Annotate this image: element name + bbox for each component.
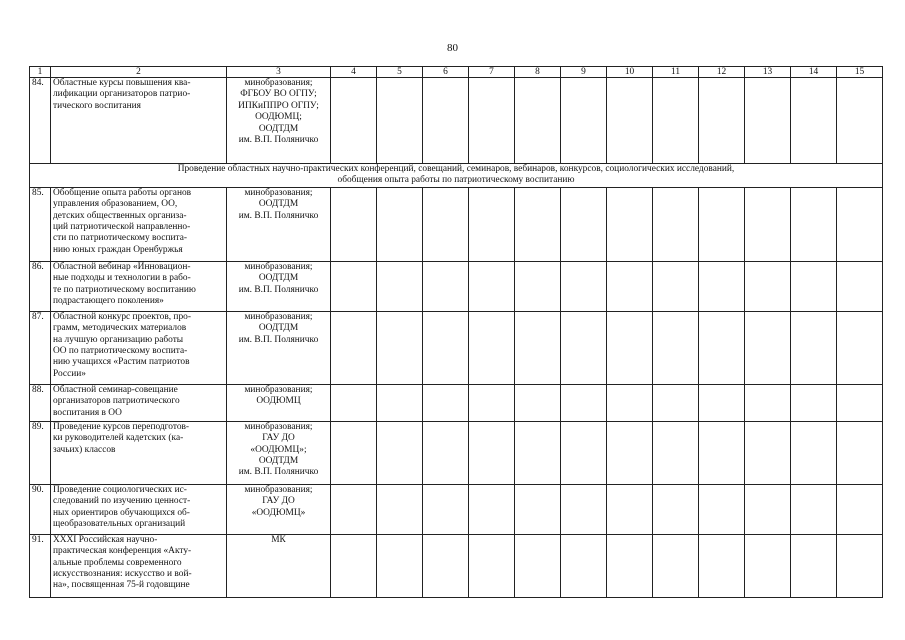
cell-text-line: Обобщение опыта работы органов [53, 187, 192, 198]
empty-cell [699, 534, 745, 597]
cell-text-line: Областной семинар-совещание [53, 384, 178, 395]
page-number: 80 [447, 42, 458, 54]
cell-text-line: минобразования; [244, 261, 313, 272]
event-name-cell [51, 534, 227, 597]
cell-text-line: лификации организаторов патрио- [53, 89, 191, 100]
empty-cell [745, 384, 791, 421]
executor-cell [227, 384, 331, 421]
empty-cell [469, 484, 515, 534]
table-row [30, 421, 883, 484]
empty-cell [791, 187, 837, 261]
empty-cell [377, 484, 423, 534]
empty-cell [607, 421, 653, 484]
empty-cell [791, 421, 837, 484]
cell-text-line: подрастающего поколения» [53, 296, 164, 307]
empty-cell [791, 484, 837, 534]
empty-cell [791, 78, 837, 164]
empty-cell [791, 384, 837, 421]
row-number: 85. [30, 187, 51, 261]
cell-text-line: зачьих) классов [53, 444, 116, 455]
event-name-cell [51, 261, 227, 311]
empty-cell [423, 484, 469, 534]
cell-text-line: щеобразовательных организаций [53, 519, 186, 530]
empty-cell [561, 384, 607, 421]
empty-cell [377, 261, 423, 311]
empty-cell [423, 384, 469, 421]
row-number: 87. [30, 311, 51, 384]
empty-cell [561, 421, 607, 484]
executor-cell [227, 534, 331, 597]
cell-text-line: минобразования; [244, 187, 313, 198]
empty-cell [699, 311, 745, 384]
empty-cell [607, 534, 653, 597]
column-header-7: 7 [469, 67, 515, 78]
empty-cell [331, 261, 377, 311]
empty-cell [791, 261, 837, 311]
cell-text-line: управления образованием, ОО, [53, 199, 178, 210]
empty-cell [515, 261, 561, 311]
row-number: 91. [30, 534, 51, 597]
empty-cell [837, 384, 883, 421]
cell-text-line: минобразования; [244, 384, 313, 395]
empty-cell [515, 484, 561, 534]
empty-cell [423, 311, 469, 384]
empty-cell [653, 311, 699, 384]
cell-text-line: воспитания в ОО [53, 407, 122, 418]
executor-cell [227, 421, 331, 484]
empty-cell [377, 78, 423, 164]
empty-cell [515, 534, 561, 597]
cell-text-line: организаторов патриотического [53, 396, 180, 407]
empty-cell [837, 311, 883, 384]
cell-text-line: нию учащихся «Растим патриотов [53, 357, 190, 368]
empty-cell [837, 484, 883, 534]
column-header-3: 3 [227, 67, 331, 78]
cell-text-line: минобразования; [244, 484, 313, 495]
cell-text-line: Проведение курсов переподготов- [53, 421, 190, 432]
empty-cell [837, 261, 883, 311]
empty-cell [607, 187, 653, 261]
empty-cell [515, 311, 561, 384]
table-row [30, 384, 883, 421]
empty-cell [837, 78, 883, 164]
cell-text-line: минобразования; [244, 421, 313, 432]
row-number: 86. [30, 261, 51, 311]
empty-cell [331, 78, 377, 164]
table-row [30, 261, 883, 311]
executor-cell [227, 261, 331, 311]
empty-cell [331, 534, 377, 597]
empty-cell [423, 78, 469, 164]
table-row [30, 534, 883, 597]
empty-cell [653, 261, 699, 311]
cell-text-line: ООДТДМ [258, 199, 299, 210]
empty-cell [699, 421, 745, 484]
executor-cell [227, 484, 331, 534]
header-row [30, 67, 883, 78]
event-name-cell [51, 187, 227, 261]
empty-cell [745, 534, 791, 597]
empty-cell [331, 484, 377, 534]
empty-cell [745, 261, 791, 311]
empty-cell [745, 78, 791, 164]
empty-cell [377, 311, 423, 384]
empty-cell [423, 187, 469, 261]
empty-cell [515, 78, 561, 164]
empty-cell [699, 261, 745, 311]
empty-cell [653, 187, 699, 261]
cell-text-line: Проведение социологических ис- [53, 484, 187, 495]
cell-text-line: ные подходы и технологии в рабо- [53, 273, 191, 284]
event-name-cell [51, 311, 227, 384]
empty-cell [745, 311, 791, 384]
section-heading [30, 164, 883, 188]
column-header-1: 1 [30, 67, 51, 78]
section-heading-line: обобщения опыта работы по патриотическому воспитанию [337, 175, 575, 186]
cell-text-line: ОО по патриотическому воспита- [53, 346, 188, 357]
cell-text-line: ки руководителей кадетских (ка- [53, 433, 184, 444]
empty-cell [331, 187, 377, 261]
section-heading-line: Проведение областных научно-практических конференций, совещаний, семинаров, вебинаров, конкурсов, социологических исследований, [177, 164, 735, 174]
cell-text-line: на лучшую организацию работы [53, 334, 184, 345]
cell-text-line: тического воспитания [53, 100, 141, 111]
executor-cell [227, 311, 331, 384]
cell-text-line: искусствознания: искусство и вой- [53, 569, 192, 580]
cell-text-line: им. В.П. Поляничко [238, 284, 319, 295]
empty-cell [469, 261, 515, 311]
cell-text-line: альные проблемы современного [53, 557, 182, 568]
cell-text-line: ООДЮМЦ; [255, 112, 302, 123]
empty-cell [699, 384, 745, 421]
cell-text-line: детских общественных организа- [53, 210, 187, 221]
empty-cell [791, 311, 837, 384]
cell-text-line: им. В.П. Поляничко [238, 334, 319, 345]
cell-text-line: им. В.П. Поляничко [238, 467, 319, 478]
empty-cell [469, 534, 515, 597]
cell-text-line: России» [53, 368, 86, 379]
row-number: 89. [30, 421, 51, 484]
row-number: 88. [30, 384, 51, 421]
cell-text-line: им. В.П. Поляничко [238, 210, 319, 221]
empty-cell [561, 78, 607, 164]
cell-text-line: ООДЮМЦ [256, 396, 301, 407]
empty-cell [469, 78, 515, 164]
empty-cell [745, 187, 791, 261]
empty-cell [515, 187, 561, 261]
column-header-10: 10 [607, 67, 653, 78]
empty-cell [791, 534, 837, 597]
empty-cell [837, 187, 883, 261]
cell-text-line: сти по патриотическому воспита- [53, 233, 187, 244]
cell-text-line: Областной вебинар «Инновацион- [53, 261, 191, 272]
cell-text-line: ций патриотической направленно- [53, 222, 191, 233]
section-heading-row [30, 164, 883, 188]
empty-cell [377, 187, 423, 261]
row-number: 90. [30, 484, 51, 534]
cell-text-line: минобразования; [244, 311, 313, 322]
empty-cell [653, 421, 699, 484]
empty-cell [469, 421, 515, 484]
event-name-cell [51, 78, 227, 164]
empty-cell [331, 421, 377, 484]
cell-text-line: ФГБОУ ВО ОГПУ; [240, 89, 317, 100]
empty-cell [607, 78, 653, 164]
empty-cell [423, 534, 469, 597]
empty-cell [561, 261, 607, 311]
row-number: 84. [30, 78, 51, 164]
cell-text-line: им. В.П. Поляничко [238, 135, 319, 146]
empty-cell [515, 384, 561, 421]
cell-text-line: ООДТДМ [258, 456, 299, 467]
empty-cell [515, 421, 561, 484]
empty-cell [653, 78, 699, 164]
empty-cell [423, 421, 469, 484]
column-header-8: 8 [515, 67, 561, 78]
empty-cell [607, 384, 653, 421]
column-header-6: 6 [423, 67, 469, 78]
empty-cell [561, 187, 607, 261]
table-row [30, 78, 883, 164]
plan-table [29, 66, 883, 598]
cell-text-line: следований по изучению ценност- [53, 496, 191, 507]
table-row [30, 187, 883, 261]
column-header-15: 15 [837, 67, 883, 78]
empty-cell [561, 484, 607, 534]
cell-text-line: нию юных граждан Оренбуржья [53, 244, 183, 255]
cell-text-line: ООДТДМ [258, 123, 299, 134]
empty-cell [745, 421, 791, 484]
cell-text-line: «ООДЮМЦ» [251, 507, 306, 518]
cell-text-line: те по патриотическому воспитанию [53, 284, 196, 295]
event-name-cell [51, 421, 227, 484]
cell-text-line: минобразования; [244, 78, 313, 88]
cell-text-line: ООДТДМ [258, 273, 299, 284]
column-header-11: 11 [653, 67, 699, 78]
cell-text-line: практическая конференция «Акту- [53, 546, 192, 557]
table-row [30, 311, 883, 384]
column-header-12: 12 [699, 67, 745, 78]
column-header-14: 14 [791, 67, 837, 78]
empty-cell [607, 484, 653, 534]
cell-text-line: ГАУ ДО [262, 496, 295, 507]
column-header-5: 5 [377, 67, 423, 78]
column-header-13: 13 [745, 67, 791, 78]
empty-cell [607, 311, 653, 384]
empty-cell [377, 421, 423, 484]
column-header-9: 9 [561, 67, 607, 78]
cell-text-line: Областной конкурс проектов, про- [53, 311, 191, 322]
empty-cell [837, 534, 883, 597]
empty-cell [561, 311, 607, 384]
cell-text-line: ГАУ ДО [262, 433, 295, 444]
empty-cell [699, 484, 745, 534]
empty-cell [699, 78, 745, 164]
empty-cell [837, 421, 883, 484]
cell-text-line: XXXI Российская научно- [53, 534, 158, 545]
cell-text-line: грамм, методических материалов [53, 323, 187, 334]
cell-text-line: «ООДЮМЦ»; [250, 444, 307, 455]
empty-cell [377, 384, 423, 421]
cell-text-line: Областные курсы повышения ква- [53, 78, 191, 88]
empty-cell [469, 187, 515, 261]
column-header-2: 2 [51, 67, 227, 78]
empty-cell [423, 261, 469, 311]
empty-cell [745, 484, 791, 534]
executor-cell [227, 78, 331, 164]
event-name-cell [51, 384, 227, 421]
executor-cell [227, 187, 331, 261]
cell-text-line: на», посвященная 75-й годовщине [53, 580, 190, 591]
empty-cell [653, 384, 699, 421]
empty-cell [469, 311, 515, 384]
empty-cell [331, 311, 377, 384]
empty-cell [607, 261, 653, 311]
table-row [30, 484, 883, 534]
cell-text-line: ИПКиППРО ОГПУ; [238, 100, 319, 111]
empty-cell [653, 484, 699, 534]
cell-text-line: МК [271, 534, 286, 545]
cell-text-line: ООДТДМ [258, 323, 299, 334]
empty-cell [561, 534, 607, 597]
column-header-4: 4 [331, 67, 377, 78]
event-name-cell [51, 484, 227, 534]
empty-cell [377, 534, 423, 597]
empty-cell [699, 187, 745, 261]
empty-cell [653, 534, 699, 597]
empty-cell [469, 384, 515, 421]
empty-cell [331, 384, 377, 421]
cell-text-line: ных ориентиров обучающихся об- [53, 507, 190, 518]
